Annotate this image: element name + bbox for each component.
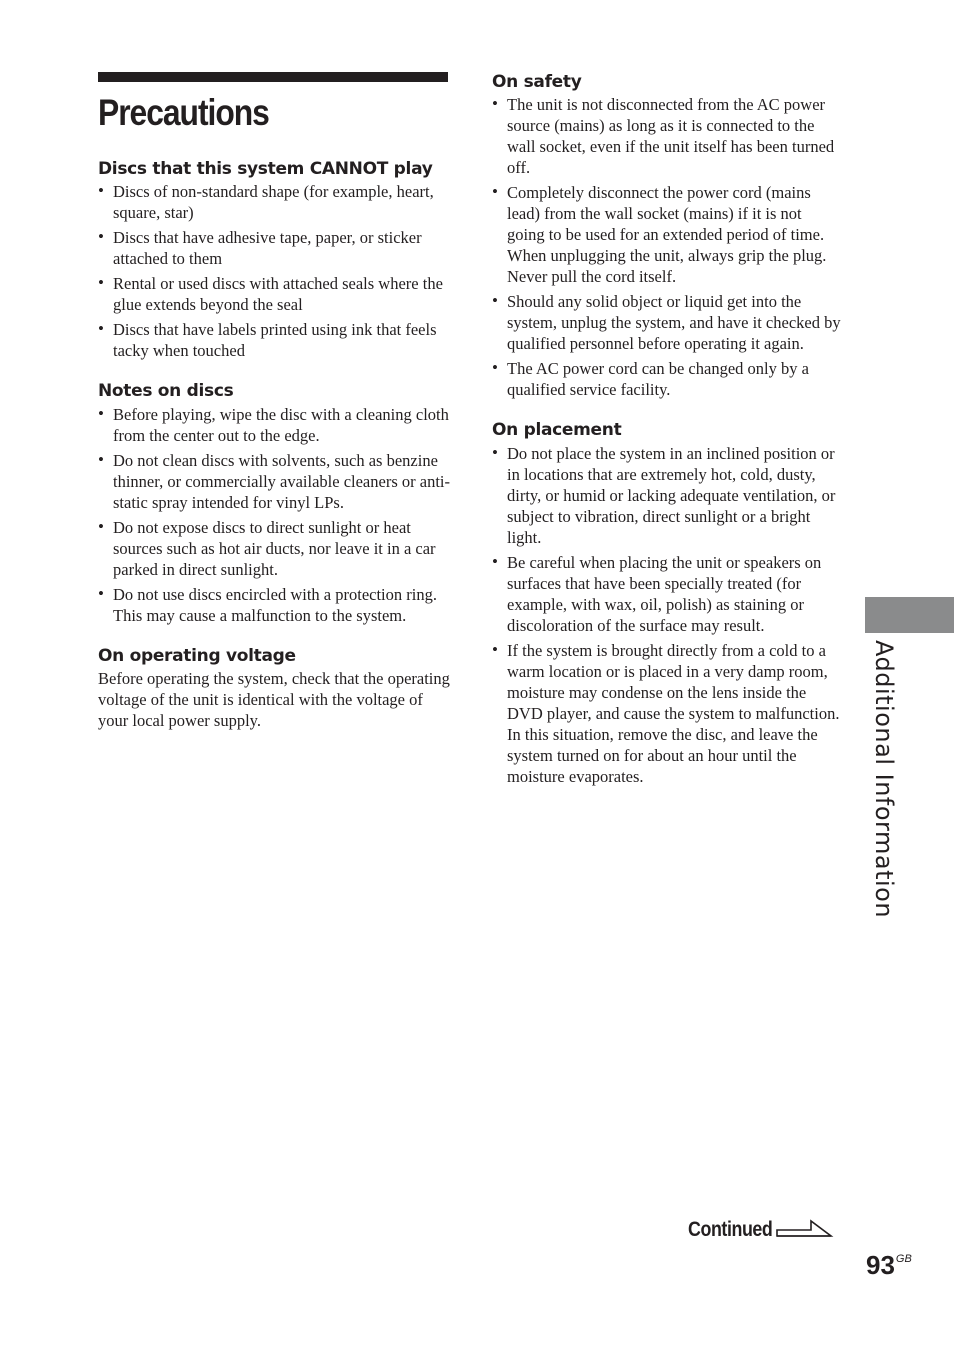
list-item: • Do not expose discs to direct sunlight or heat sources such as hot air ducts, nor leave it in a car parked in direct sunlight. [98, 517, 450, 580]
section-heading-discs-cannot-play: Discs that this system CANNOT play [98, 159, 433, 179]
section-heading-notes-on-discs: Notes on discs [98, 381, 234, 402]
list-item: • If the system is brought directly from a cold to a warm location or is placed in a very damp room, moisture may condense on the lens inside the DVD player, and cause the system to malfunction. In this situation, remove the disc, and leave the system turned on for about an hour until the moisture evaporates. [492, 640, 842, 787]
section-heading-operating-voltage: On operating voltage [98, 645, 296, 666]
continued-label: Continued [688, 1218, 773, 1241]
page-number [866, 1250, 912, 1281]
right-column [492, 72, 842, 791]
side-tab-label: Additional Information [870, 640, 898, 919]
list-item: • The unit is not disconnected from the AC power source (mains) as long as it is connected to the wall socket, even if the unit itself has been turned off. [492, 94, 842, 178]
list-item: • Should any solid object or liquid get into the system, unplug the system, and have it checked by qualified personnel before operating it again. [492, 291, 842, 354]
page-number-suffix: GB [895, 1253, 912, 1265]
list-item: • The AC power cord can be changed only by a qualified service facility. [492, 358, 842, 400]
list-item: • Do not use discs encircled with a protection ring. This may cause a malfunction to the system. [98, 584, 450, 626]
list-item: • Discs of non-standard shape (for example, heart, square, star) [98, 181, 450, 223]
page-title: Precautions [98, 92, 269, 133]
continued-indicator [688, 1218, 835, 1242]
list-item: • Be careful when placing the unit or speakers on surfaces that have been specially treated (for example, with wax, oil, polish) as staining or discoloration of the surface may result. [492, 552, 842, 636]
list-item: • Do not place the system in an inclined position or in locations that are extremely hot, cold, dusty, dirty, or humid or lacking adequate ventilation, or subject to vibration, direct sunlight or a bright light. [492, 443, 842, 548]
list-item: • Do not clean discs with solvents, such as benzine thinner, or commercially available cleaners or anti-static spray intended for vinyl LPs. [98, 450, 450, 513]
list-item: • Rental or used discs with attached seals where the glue extends beyond the seal [98, 273, 450, 315]
title-rule [98, 72, 448, 82]
list-item: • Discs that have labels printed using ink that feels tacky when touched [98, 319, 450, 361]
notes-on-discs-list [98, 404, 450, 626]
page-number-value: 93 [866, 1250, 895, 1280]
list-item: • Discs that have adhesive tape, paper, or sticker attached to them [98, 227, 450, 269]
placement-list [492, 443, 842, 787]
side-tab [865, 597, 954, 633]
continued-arrow-icon [775, 1218, 835, 1242]
list-item: • Completely disconnect the power cord (mains lead) from the wall socket (mains) if it is not going to be used for an extended period of time. When unplugging the unit, always grip the plug. Never pull the cord itself. [492, 182, 842, 287]
section-heading-safety: On safety [492, 72, 582, 92]
discs-cannot-play-list [98, 181, 450, 361]
section-heading-placement: On placement [492, 420, 622, 441]
list-item: • Before playing, wipe the disc with a cleaning cloth from the center out to the edge. [98, 404, 450, 446]
operating-voltage-text: Before operating the system, check that the operating voltage of the unit is identical with the voltage of your local power supply. [98, 669, 450, 731]
safety-list [492, 94, 842, 400]
left-column [98, 72, 450, 731]
